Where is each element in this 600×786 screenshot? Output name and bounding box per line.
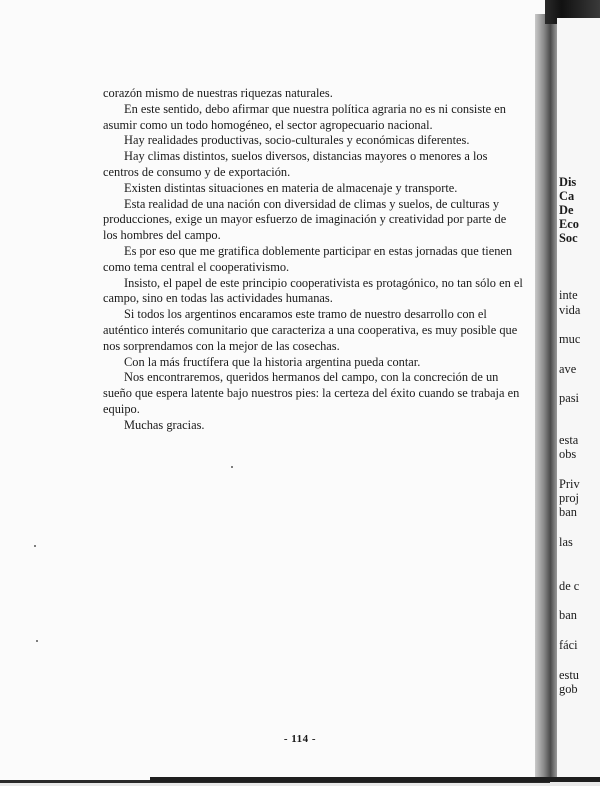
paragraph: Con la más fructífera que la historia argentina pueda contar. — [124, 354, 421, 369]
scan-speck — [231, 466, 233, 468]
book-spine — [535, 14, 557, 779]
facing-line-fragment: ban — [559, 505, 577, 519]
body-text — [103, 86, 523, 434]
facing-line-fragment: inte — [559, 288, 578, 302]
page-bottom-edge — [150, 777, 600, 782]
paragraph: Muchas gracias. — [124, 417, 205, 432]
facing-heading-fragment: Dis — [559, 175, 577, 189]
paragraph: Hay realidades productivas, socio-culturales y económicas diferentes. — [124, 133, 470, 148]
paragraph: Si todos los argentinos encaramos este tramo de nuestro desarrollo con el auténtico interés comunitario que caracteriza a una cooperativa, es muy posible que nos sorprendamos con la mejor de las cosechas. — [103, 307, 518, 353]
scan-speck — [34, 545, 36, 547]
facing-heading-fragment: Ca — [559, 189, 575, 203]
paragraph: Esta realidad de una nación con diversidad de climas y suelos, de culturas y producciones, exige un mayor esfuerzo de imaginación y creatividad por parte de los hombres del campo. — [103, 196, 507, 243]
facing-line-fragment: ban — [559, 608, 577, 622]
facing-line-fragment: vida — [559, 303, 581, 317]
facing-line-fragment: de c — [559, 579, 580, 593]
facing-page — [557, 18, 600, 778]
facing-line-fragment: obs — [559, 447, 577, 461]
facing-heading-fragment: Soc — [559, 231, 578, 245]
facing-line-fragment: estu — [559, 668, 579, 682]
facing-line-fragment: gob — [559, 682, 578, 696]
facing-line-fragment: muc — [559, 332, 581, 346]
scan-speck — [36, 640, 38, 642]
facing-line-fragment: pasi — [559, 391, 579, 405]
facing-line-fragment: proj — [559, 491, 579, 505]
facing-line-fragment: ave — [559, 362, 577, 376]
facing-line-fragment: Priv — [559, 477, 580, 491]
paragraph: Existen distintas situaciones en materia de almacenaje y transporte. — [124, 180, 458, 195]
paragraph: Insisto, el papel de este principio cooperativista es protagónico, no tan sólo en el campo, sino en todas las actividades humanas. — [103, 275, 523, 306]
facing-heading-fragment: Eco — [559, 217, 579, 231]
paragraph: En este sentido, debo afirmar que nuestra política agraria no es ni consiste en asumir como un todo homogéneo, el sector agropecuario nacional. — [103, 101, 506, 132]
paragraph: Es por eso que me gratifica doblemente participar en estas jornadas que tienen como tema central el cooperativismo. — [103, 243, 513, 274]
paragraph: corazón mismo de nuestras riquezas naturales. — [103, 86, 333, 100]
facing-line-fragment: esta — [559, 433, 579, 447]
page-number: - 114 - — [283, 733, 317, 745]
facing-line-fragment: las — [559, 535, 573, 549]
facing-heading-fragment: De — [559, 203, 574, 217]
paragraph: Nos encontraremos, queridos hermanos del campo, con la concreción de un sueño que espera latente bajo nuestros pies: la certeza del éxito cuando se trabaja en equipo. — [103, 370, 520, 416]
paragraph: Hay climas distintos, suelos diversos, distancias mayores o menores a los centros de consumo y de exportación. — [103, 149, 488, 179]
facing-line-fragment: fáci — [559, 638, 578, 652]
